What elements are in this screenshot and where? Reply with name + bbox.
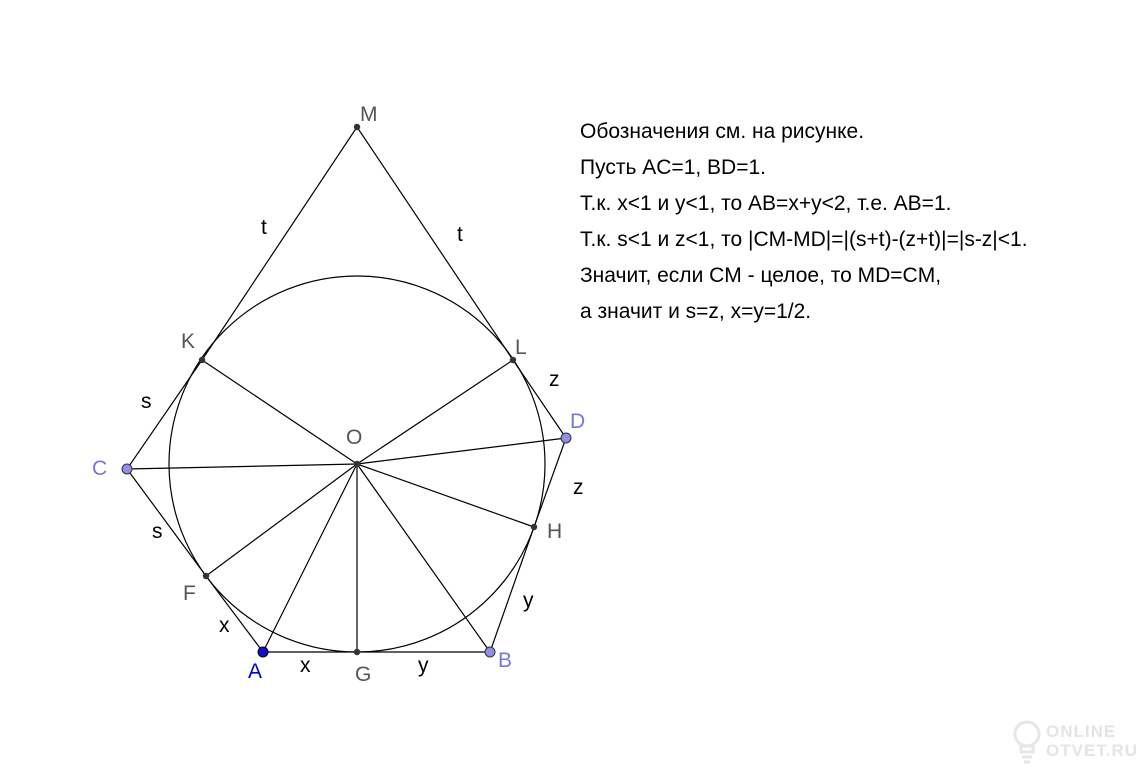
segment-OB [357, 464, 490, 652]
segment-OD [357, 438, 566, 464]
watermark-line-1: ONLINE [1046, 722, 1117, 741]
label-B: B [498, 649, 513, 672]
segment-OA [263, 464, 357, 652]
label-O: O [346, 426, 363, 449]
lightbulb-icon [1012, 718, 1042, 766]
label-H: H [547, 520, 563, 543]
length-label-KC: s [141, 390, 152, 413]
proof-line-5: Значит, если CM - целое, то MD=CM, [580, 264, 942, 287]
segment-FA [206, 576, 263, 652]
length-label-MK: t [261, 216, 267, 239]
point-F [203, 573, 209, 579]
point-O [354, 461, 360, 467]
length-label-GB: y [418, 654, 429, 677]
length-label-LD: z [549, 368, 560, 391]
proof-line-2: Пусть AC=1, BD=1. [580, 156, 766, 179]
proof-line-4: Т.к. s<1 и z<1, то |CM-MD|=|(s+t)-(z+t)|=|s-z|<1. [580, 228, 1028, 251]
label-A: A [248, 660, 263, 683]
point-B [485, 647, 495, 657]
segment-ML [357, 127, 513, 360]
point-H [531, 524, 537, 530]
label-M: M [360, 103, 378, 126]
segment-OC [127, 464, 357, 469]
label-F: F [183, 582, 196, 605]
proof-line-3: Т.к. x<1 и y<1, то AB=x+y<2, т.е. AB=1. [580, 192, 952, 215]
point-C [122, 464, 132, 474]
point-G [354, 649, 360, 655]
point-D [561, 433, 571, 443]
length-label-FA: x [219, 614, 230, 637]
label-D: D [570, 410, 586, 433]
length-label-DH: z [573, 476, 584, 499]
watermark-line-2: OTVET.RU [1046, 741, 1138, 760]
proof-line-1: Обозначения см. на рисунке. [580, 120, 865, 143]
label-L: L [515, 336, 527, 359]
label-K: K [181, 330, 196, 353]
length-label-CF: s [152, 520, 163, 543]
point-K [199, 357, 205, 363]
segment-OF [206, 464, 357, 576]
segment-HD [534, 438, 566, 527]
segment-MK [202, 127, 357, 360]
proof-text [580, 114, 1110, 330]
point-A [258, 647, 268, 657]
watermark-text [1046, 722, 1138, 760]
segment-CF [127, 469, 206, 576]
segment-KC [127, 360, 202, 469]
length-label-HB: y [523, 589, 534, 612]
length-label-AG: x [300, 654, 311, 677]
label-C: C [92, 457, 108, 480]
length-label-ML: t [457, 223, 463, 246]
segment-OK [202, 360, 357, 464]
segment-OL [357, 360, 513, 464]
watermark [1012, 716, 1138, 768]
segment-OH [357, 464, 534, 527]
proof-line-6: а значит и s=z, x=y=1/2. [580, 300, 812, 323]
label-G: G [355, 663, 372, 686]
